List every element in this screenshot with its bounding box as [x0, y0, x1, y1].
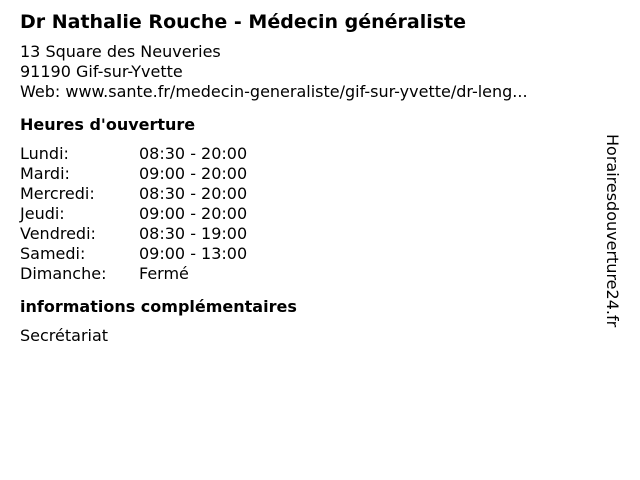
- day-label: Vendredi:: [20, 224, 96, 243]
- business-card: [20, 8, 600, 346]
- hours-row-thursday: [20, 204, 600, 224]
- hours-row-tuesday: [20, 164, 600, 184]
- website-link[interactable]: Web: www.sante.fr/medecin-generaliste/gif-sur-yvette/dr-leng...: [20, 82, 528, 101]
- time-range: Fermé: [139, 264, 189, 283]
- address-city: 91190 Gif-sur-Yvette: [20, 62, 183, 81]
- day-label: Mardi:: [20, 164, 70, 183]
- time-range: 08:30 - 20:00: [139, 184, 248, 203]
- address-block: [20, 42, 600, 102]
- hours-row-wednesday: [20, 184, 600, 204]
- day-label: Lundi:: [20, 144, 69, 163]
- opening-hours-table: [20, 144, 600, 284]
- day-label: Samedi:: [20, 244, 86, 263]
- hours-row-saturday: [20, 244, 600, 264]
- address-street: 13 Square des Neuveries: [20, 42, 221, 61]
- time-range: 09:00 - 20:00: [139, 204, 248, 223]
- additional-info-title: informations complémentaires: [20, 297, 297, 316]
- hours-row-friday: [20, 224, 600, 244]
- day-label: Mercredi:: [20, 184, 95, 203]
- time-range: 08:30 - 20:00: [139, 144, 248, 163]
- time-range: 09:00 - 13:00: [139, 244, 248, 263]
- hours-row-sunday: [20, 264, 600, 284]
- time-range: 09:00 - 20:00: [139, 164, 248, 183]
- brand-watermark: Horairesdouverture24.fr: [603, 134, 622, 328]
- opening-hours-title: Heures d'ouverture: [20, 115, 196, 134]
- page-title: Dr Nathalie Rouche - Médecin généraliste: [20, 11, 467, 33]
- time-range: 08:30 - 19:00: [139, 224, 248, 243]
- additional-info-text: Secrétariat: [20, 326, 109, 345]
- day-label: Dimanche:: [20, 264, 107, 283]
- day-label: Jeudi:: [20, 204, 65, 223]
- hours-row-monday: [20, 144, 600, 164]
